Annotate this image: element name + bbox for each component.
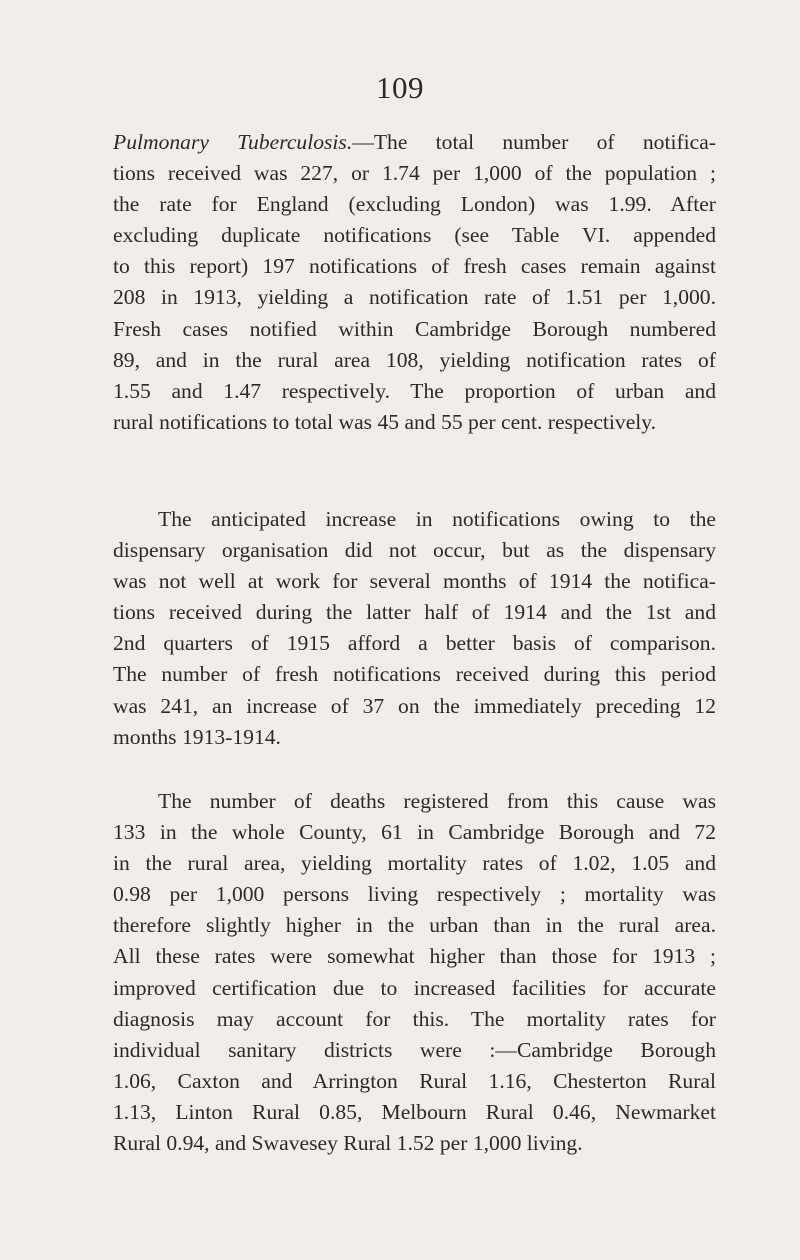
paragraph-line: 2nd quarters of 1915 afford a better basis of comparison. <box>113 631 716 656</box>
paragraph-line: in the rural area, yielding mortality rates of 1.02, 1.05 and <box>113 851 716 876</box>
paragraph-line: excluding duplicate notifications (see Table VI. appended <box>113 223 716 248</box>
paragraph-line: 208 in 1913, yielding a notification rate of 1.51 per 1,000. <box>113 285 716 310</box>
paragraph-line <box>113 127 716 158</box>
paragraph-line: 133 in the whole County, 61 in Cambridge Borough and 72 <box>113 820 716 845</box>
paragraph-line: 1.13, Linton Rural 0.85, Melbourn Rural 0.46, Newmarket <box>113 1099 716 1124</box>
paragraph-line: months 1913-1914. <box>113 724 281 749</box>
paragraph-line <box>113 786 716 817</box>
paragraph-line: diagnosis may account for this. The mortality rates for <box>113 1006 716 1031</box>
paragraph-line: was 241, an increase of 37 on the immediately preceding 12 <box>113 693 716 718</box>
paragraph-line <box>113 504 716 535</box>
page-number: 109 <box>376 70 424 105</box>
paragraph-line: Rural 0.94, and Swavesey Rural 1.52 per 1,000 living. <box>113 1131 583 1156</box>
paragraph-line: individual sanitary districts were :—Cambridge Borough <box>113 1037 716 1062</box>
paragraph-line: 1.55 and 1.47 respectively. The proportion of urban and <box>113 378 716 403</box>
line-text: The anticipated increase in notifications owing to the <box>158 507 716 531</box>
paragraph-line: Fresh cases notified within Cambridge Borough numbered <box>113 316 716 341</box>
paragraph-line: rural notifications to total was 45 and 55 per cent. respectively. <box>113 409 657 434</box>
paragraph-line: 1.06, Caxton and Arrington Rural 1.16, Chesterton Rural <box>113 1068 716 1093</box>
section-lead-in: Pulmonary Tuberculosis. <box>113 130 353 154</box>
paragraph-line: tions received during the latter half of 1914 and the 1st and <box>113 600 716 625</box>
paragraph-line: 0.98 per 1,000 persons living respectively ; mortality was <box>113 882 716 907</box>
line-text: —The total number of notifica- <box>352 130 717 154</box>
paragraph-notifications-increase <box>113 504 716 753</box>
paragraph-line: tions received was 227, or 1.74 per 1,000 of the population ; <box>113 161 716 186</box>
paragraph-line: the rate for England (excluding London) was 1.99. After <box>113 192 716 217</box>
line-text: The number of deaths registered from this cause was <box>158 789 716 813</box>
paragraph-line: dispensary organisation did not occur, but as the dispensary <box>113 538 716 563</box>
paragraph-line: improved certification due to increased facilities for accurate <box>113 975 716 1000</box>
paragraph-line: All these rates were somewhat higher than those for 1913 ; <box>113 944 716 969</box>
paragraph-pulmonary-tuberculosis <box>113 127 716 438</box>
paragraph-line: to this report) 197 notifications of fresh cases remain against <box>113 254 716 279</box>
paragraph-mortality <box>113 786 716 1159</box>
paragraph-line: therefore slightly higher in the urban than in the rural area. <box>113 913 716 938</box>
paragraph-line: The number of fresh notifications received during this period <box>113 662 716 687</box>
paragraph-line: 89, and in the rural area 108, yielding notification rates of <box>113 347 716 372</box>
paragraph-line: was not well at work for several months of 1914 the notifica- <box>113 569 716 594</box>
